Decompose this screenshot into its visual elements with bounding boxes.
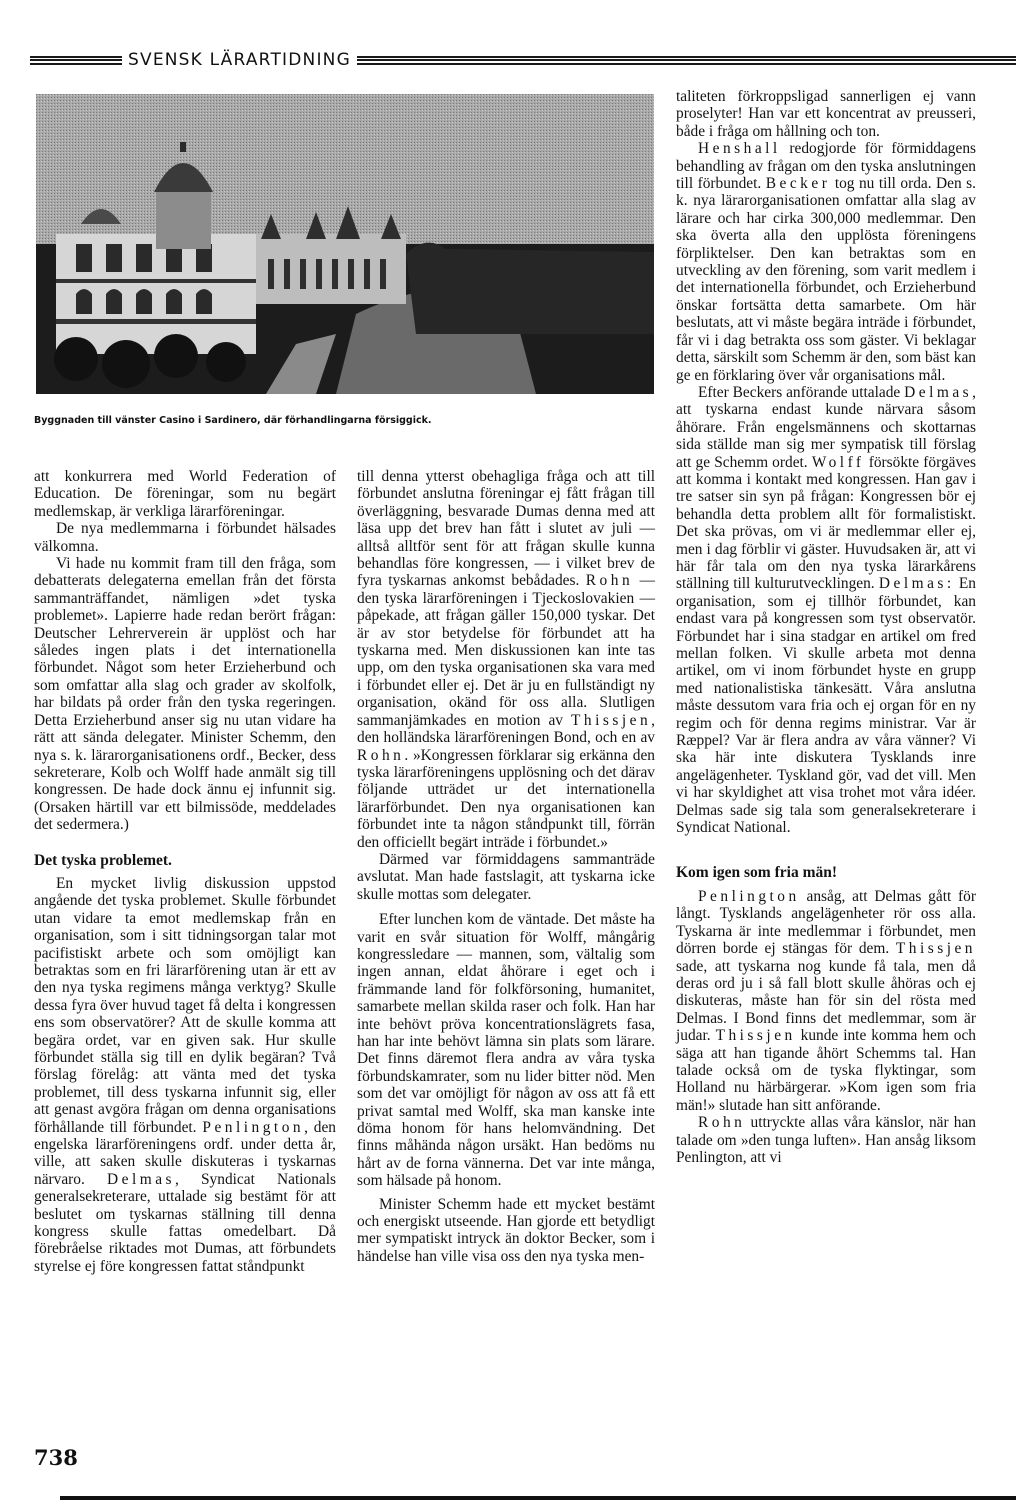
paragraph: Efter lunchen kom de väntade. Det måste ha varit en svår situation för Wolff, mångårig kongressledare — mannen, som, vältalig som ingen annan, eldat åhörare i eget och i främmande land för folkförsoning, humanitet, samarbete mellan skilda raser och folk. Han har inte behövt pröva koncentrationslägrets fasa, han har inte behövt lämna sin plats som lärare. Det finns däremot flera andra av våra tyska förbundskamrater, som nu lider bitter nöd. Men som det var omöjligt för någon av oss att få ett privat samtal med Wolff, ska man kanske inte döma honom för hans helomvändning. Det finns måhända någon ursäkt. Han bedöms nu hårt av de forna vännerna. Det var inte många, som hälsade på honom. — [357, 911, 655, 1190]
masthead — [30, 48, 1016, 72]
article-column-1 — [34, 468, 336, 1275]
paragraph: Rohn uttryckte allas våra känslor, när han talade om »den tunga luften». Han ansåg liksom Penlington, att vi — [676, 1114, 976, 1166]
paragraph: Därmed var förmiddagens sammanträde avslutat. Man hade fastslagit, att tyskarna icke skulle mottas som delegater. — [357, 850, 655, 903]
photo-caption: Byggnaden till vänster Casino i Sardinero, där förhandlingarna försiggick. — [34, 415, 432, 426]
person-name: Penlington — [202, 1118, 305, 1136]
person-name: Becker — [765, 175, 831, 193]
person-name: Thissjen — [895, 940, 976, 958]
person-name: Rohn — [357, 746, 405, 764]
paragraph: taliteten förkroppsligad sannerligen ej vann proselyter! Han var ett koncentrat av preusseri, både i fråga om hållning och ton. — [676, 88, 976, 140]
paragraph: att konkurrera med World Federation of Education. De föreningar, som nu begärt medlemskap, är verkliga lärarföreningar. — [34, 468, 336, 520]
person-name: Delmas — [107, 1170, 176, 1188]
person-name: Thissjen — [715, 1027, 796, 1045]
paragraph: Efter Beckers anförande uttalade Delmas, att tyskarna endast kunde närvara såsom åhörare. Från engelsmännens och skottarnas sida ställde man sig mer sympatisk till förslag att ge Schemm ordet. Wolff försökte förgäves att komma i kontakt med kongressen. Han gav i tre satser sin syn på frågan: Kongressen bör ej behandla detta problem allt för formalistiskt. Det ska prövas, om vi är medlemmar eller ej, men i dag förblir vi gäster. Huvudsaken är, att vi här får tala om den nya tyska lärarkårens ställning till kulturutvecklingen. Delmas: En organisation, som ej tillhör förbundet, kan endast vara på kongressen som tyst observatör. Förbundet har i sina stadgar en artikel om fred mellan folken. Vi skulle arbeta mot denna artikel, om vi inom förbundet hyste en grupp med nationalistiska tänkesätt. Våra anslutna måste dessutom vara fria och ej organ för en ny regim och för denna regims ministrar. Var är Ræppel? Var är flera andra av våra vänner? Vi ska här inte diskutera Tysklands inre angelägenheter. Tyskland gör, vad det vill. Men vi har skyldighet att visa trohet mot våra idéer. Delmas sade sig tala som generalsekreterare i Syndicat National. — [676, 383, 976, 837]
person-name: Penlington — [698, 887, 800, 905]
person-name: Rohn — [698, 1114, 746, 1132]
person-name: Thissjen — [570, 711, 652, 729]
building-photo-illustration — [36, 94, 654, 394]
section-heading: Det tyska problemet. — [34, 851, 172, 869]
paragraph: till denna ytterst obehagliga fråga och att till förbundet anslutna föreningar ej fått frågan till överläggning, besvarade Dumas denna med att läsa upp det brev han fått i slutet av juli — alltså alltför sent för att frågan skulle kunna behandlas före kongressen, — i vilket brev de fyra tyskarnas ankomst bebådades. Rohn — den tyska lärarföreningen i Tjeckoslovakien — påpekade, att frågan gäller 150,000 tyskar. Det är av stor betydelse för förbundet att ha tyskarna med. Men diskussionen kan inte tas upp, om den tyska organisationen ska vara med i förbundet eller ej. Det är ju en fullständigt ny organisation, okänd för oss alla. Slutligen sammanjämkades en motion av Thissjen, den holländska lärarföreningen Bond, och en av Rohn. »Kongressen förklarar sig erkänna den tyska lärarföreningens upplösning och det därav följande utträdet ur det internationella lärarförbundet. Den nya organisationen kan förbundet inte ta någon ståndpunkt till, förrän den officiellt begärt inträde i förbundet.» — [357, 468, 655, 851]
person-name: Henshall — [698, 140, 781, 158]
paragraph: De nya medlemmarna i förbundet hälsades välkomna. — [34, 520, 336, 555]
section-heading: Kom igen som fria män! — [676, 864, 838, 882]
person-name: Wolff — [811, 453, 865, 471]
masthead-rule-left — [30, 56, 122, 65]
person-name: Rohn — [585, 572, 634, 590]
person-name: Delmas — [904, 383, 973, 401]
masthead-rule-right — [357, 56, 1016, 65]
paragraph: Vi hade nu kommit fram till den fråga, som debatterats delegaterna emellan från det första sammanträffandet, nämligen »det tyska problemet». Lapierre hade redan berört frågan: Deutscher Lehrerverein är upplöst och har således ingen plats i det internationella förbundet. Något som heter Erzieherbund och som omfattar alla slag och grader av skolfolk, har bildats på order från den tyska regeringen. Detta Erzieherbund anser sig nu utan vidare ha rätt att sända delegater. Minister Schemm, den nya s. k. lärarorganisationens ordf., Becker, dess sekreterare, Kolb och Wolff hade anmält sig till kongressen. De hade dock ännu ej infunnit sig. (Orsaken härtill var ett bilmissöde, meddelades det sedermera.) — [34, 555, 336, 834]
article-column-2 — [357, 468, 655, 1265]
person-name: Delmas: — [878, 575, 955, 593]
paragraph: En mycket livlig diskussion uppstod angående det tyska problemet. Skulle förbundet utan vidare ta emot medlemskap från en organisation, som i sitt tidningsorgan talar mot pacifistiskt arbete och som omöjligt kan betraktas som en fri lärarförening utan är ett av den nya tyska regimens många verktyg? Skulle dessa fyra över huvud taget få delta i kongressen ens som observatörer? Att de skulle komma att begära ordet, var en given sak. Hur skulle förbundet ställa sig till en dylik begäran? Två förslag förelåg: att vänta med det tyska problemet, till dess tyskarna infunnit sig, eller att genast avgöra frågan om denna organisations förhållande till förbundet. Penlington, den engelska lärarföreningens ordf. under detta år, ville, att saken skulle diskuteras i tyskarnas närvaro. Delmas, Syndicat Nationals generalsekreterare, uttalade sig bestämt för att beslutet om tyskarnas ställning till denna kongress skulle fattas omedelbart. Då förebråelse riktades mot Dumas, att förbundets styrelse ej före kongressen fattat ståndpunkt — [34, 874, 336, 1275]
paragraph: Penlington ansåg, att Delmas gått för långt. Tysklands angelägenheter rör oss alla. Tyskarna är inte medlemmar i förbundet, men dörren borde ej stängas för dem. Thissjen sade, att tyskarna nog kunde få tala, men då deras ord ju i så fall blott skulle åhöras och ej diskuteras, måste han för sin del rösta med Delmas. I Bond finns det medlemmar, som är judar. Thissjen kunde inte komma hem och säga att han tigande åhört Schemms tal. Han talade också om de tyska flyktingar, som Holland nu härbärgerar. »Kom igen som fria män!» slutade han sitt anförande. — [676, 887, 976, 1114]
paragraph: Henshall redogjorde för förmiddagens behandling av frågan om den tyska anslutningen till förbundet. Becker tog nu till orda. Den s. k. nya lärarorganisationen omfattar alla slag av lärare och har cirka 300,000 medlemmar. Den ska överta alla den upplösta föreningens förpliktelser. Den kan betraktas som en utveckling av den förening, som varit medlem i det internationella förbundet, och Erzieherbund önskar fortsätta detta samarbete. Om här beslutats, att vi måste begära inträde i förbundet, får vi i dag betrakta oss som gäster. Vi beklagar detta, särskilt som Schemm är den, som bäst kan ge en förklaring över vår organisations mål. — [676, 140, 977, 384]
paragraph: Minister Schemm hade ett mycket bestämt och energiskt utseende. Han gjorde ett betydligt mer sympatiskt intryck än doktor Becker, som i händelse han ville visa oss den nya tyska men- — [357, 1195, 655, 1265]
casino-photo — [36, 94, 654, 394]
publication-title: SVENSK LÄRARTIDNING — [128, 50, 351, 70]
article-column-3 — [676, 88, 976, 1166]
bottom-rule — [60, 1496, 1016, 1500]
page-number: 738 — [34, 1445, 78, 1470]
